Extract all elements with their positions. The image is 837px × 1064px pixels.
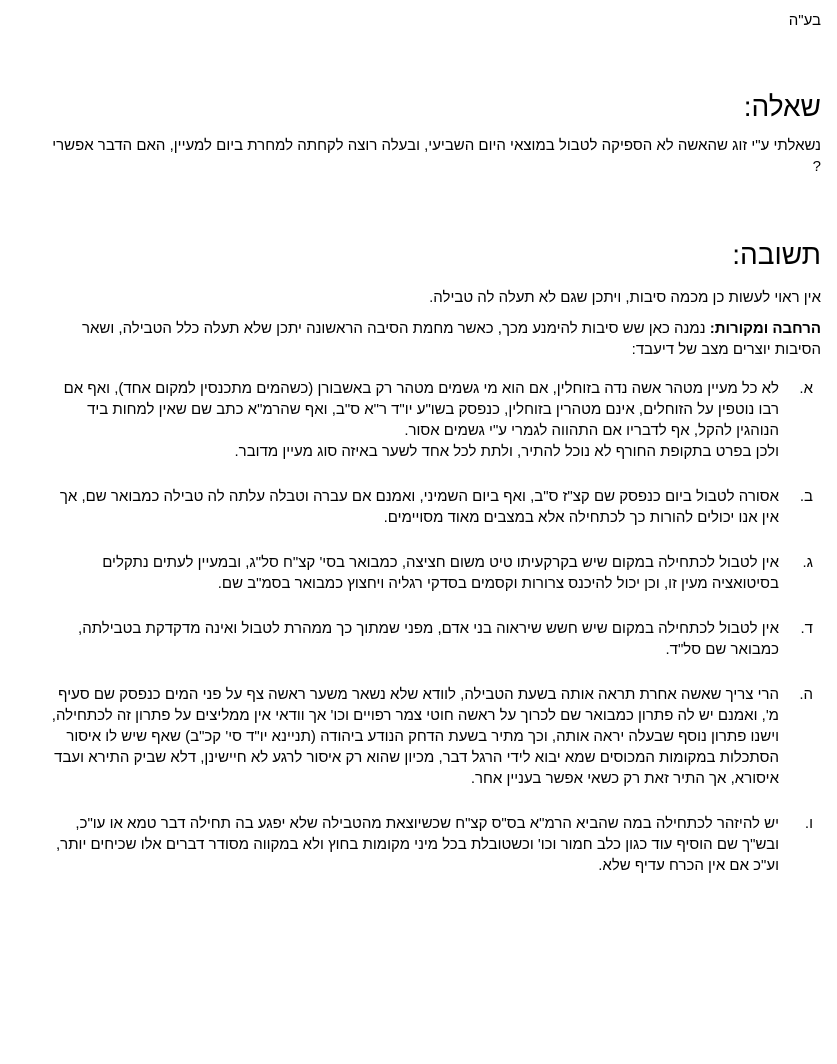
question-heading: שאלה: [743, 91, 821, 122]
list-item-text-continued: ולכן בפרט בתקופת החורף לא נוכל להתיר, ולתת לכל אחד לשער באיזה סוג מעיין מדובר. [234, 443, 779, 460]
list-marker: ה. [799, 686, 813, 703]
expansion-label: הרחבה ומקורות: [709, 320, 821, 337]
answer-heading: תשובה: [732, 239, 821, 270]
bsd-header: בע"ה [788, 12, 821, 29]
list-marker: ב. [799, 488, 813, 505]
expansion-paragraph [42, 318, 821, 360]
list-item [42, 486, 821, 528]
list-item-text: אסורה לטבול ביום כנפסק שם קצ"ז ס"ב, ואף ביום השמיני, ואמנם אם עברה וטבלה עלתה לה טבילה כמבואר שם, אך אין אנו יכולים להורות כך לכתחילה אלא במצבים מאוד מסויימים. [59, 488, 779, 526]
list-marker: ד. [800, 620, 813, 637]
list-item [42, 618, 821, 660]
list-item [42, 378, 821, 462]
list-item-text: הרי צריך שאשה אחרת תראה אותה בשעת הטבילה, לוודא שלא נשאר משער ראשה צף על פני המים כנפסק שם סעיף מ', ואמנם יש לה פתרון כמבואר שם לכרוך על ראשה חוטי צמר רפויים וכו' אך וודאי אין ממליצים על פתרון זה לכתחילה, וישנו פתרון נוסף שבעלה יראה אותה, וכך מתיר בשעת הדחק הנודע ביהודה (תניינא יו"ד סי' קכ"ב) שאף שיש לו איסור הסתכלות במקומות המכוסים שמא יבוא לידי הרגל דבר, מכיון שהוא רק איסור לרגע לא חיישינן, דלא שביק התירא ועבד איסורא, אך התיר זאת רק כשאי אפשר בעניין אחר. [51, 686, 779, 787]
list-item [42, 684, 821, 789]
list-item [42, 813, 821, 876]
list-item-text: אין לטבול לכתחילה במקום שיש חשש שיראוה בני אדם, מפני שמתוך כך ממהרת לטבול ואינה מדקדקת בטבילתה, כמבואר שם סל"ד. [78, 620, 779, 658]
list-marker: א. [799, 380, 813, 397]
answer-short: אין ראוי לעשות כן מכמה סיבות, ויתכן שגם לא תעלה לה טבילה. [429, 289, 821, 306]
question-text: נשאלתי ע"י זוג שהאשה לא הספיקה לטבול במוצאי היום השביעי, ובעלה רוצה לקחתה למחרת ביום למעיין, האם הדבר אפשרי ? [52, 137, 821, 175]
expansion-text: נמנה כאן שש סיבות להימנע מכך, כאשר מחמת הסיבה הראשונה יתכן שלא תעלה כלל הטבילה, ושאר הסיבות יוצרים מצב של דיעבד: [81, 320, 821, 358]
list-item [42, 552, 821, 594]
list-item-text: לא כל מעיין מטהר אשה נדה בזוחלין, אם הוא מי גשמים מטהר רק באשבורן (כשהמים מתכנסין למקום אחד), ואף אם רבו נוטפין על הזוחלים, אינם מטהרין בזוחלין, כנפסק בשו"ע יו"ד ר"א ס"ב, ואף שהרמ"א כתב שם שאין למחות ביד הנוהגין להקל, אף לדבריו אם התהווה לגמרי ע"י גשמים אסור. [63, 380, 779, 439]
list-item-text: אין לטבול לכתחילה במקום שיש בקרקעיתו טיט משום חציצה, כמבואר בסי' קצ"ח סל"ג, ובמעיין לעתים נתקלים בסיטואציה מעין זו, וכן יכול להיכנס צרורות וקסמים בסדקי רגליה ויחצוץ כמבואר בסמ"ב שם. [102, 554, 779, 592]
list-marker: ו. [804, 815, 813, 832]
list-item-text: יש להיזהר לכתחילה במה שהביא הרמ"א בס"ס קצ"ח שכשיוצאת מהטבילה שלא יפגע בה תחילה דבר טמא או עו"כ, ובש"ך שם הוסיף עוד כגון כלב חמור וכו' וכשטובלת בכל מיני מקומות בחוץ ולא במקווה מסודר דברים אלו שכיחים יותר, וע"כ אם אין הכרח עדיף שלא. [56, 815, 779, 874]
reasons-list [42, 378, 821, 876]
list-marker: ג. [802, 554, 813, 571]
